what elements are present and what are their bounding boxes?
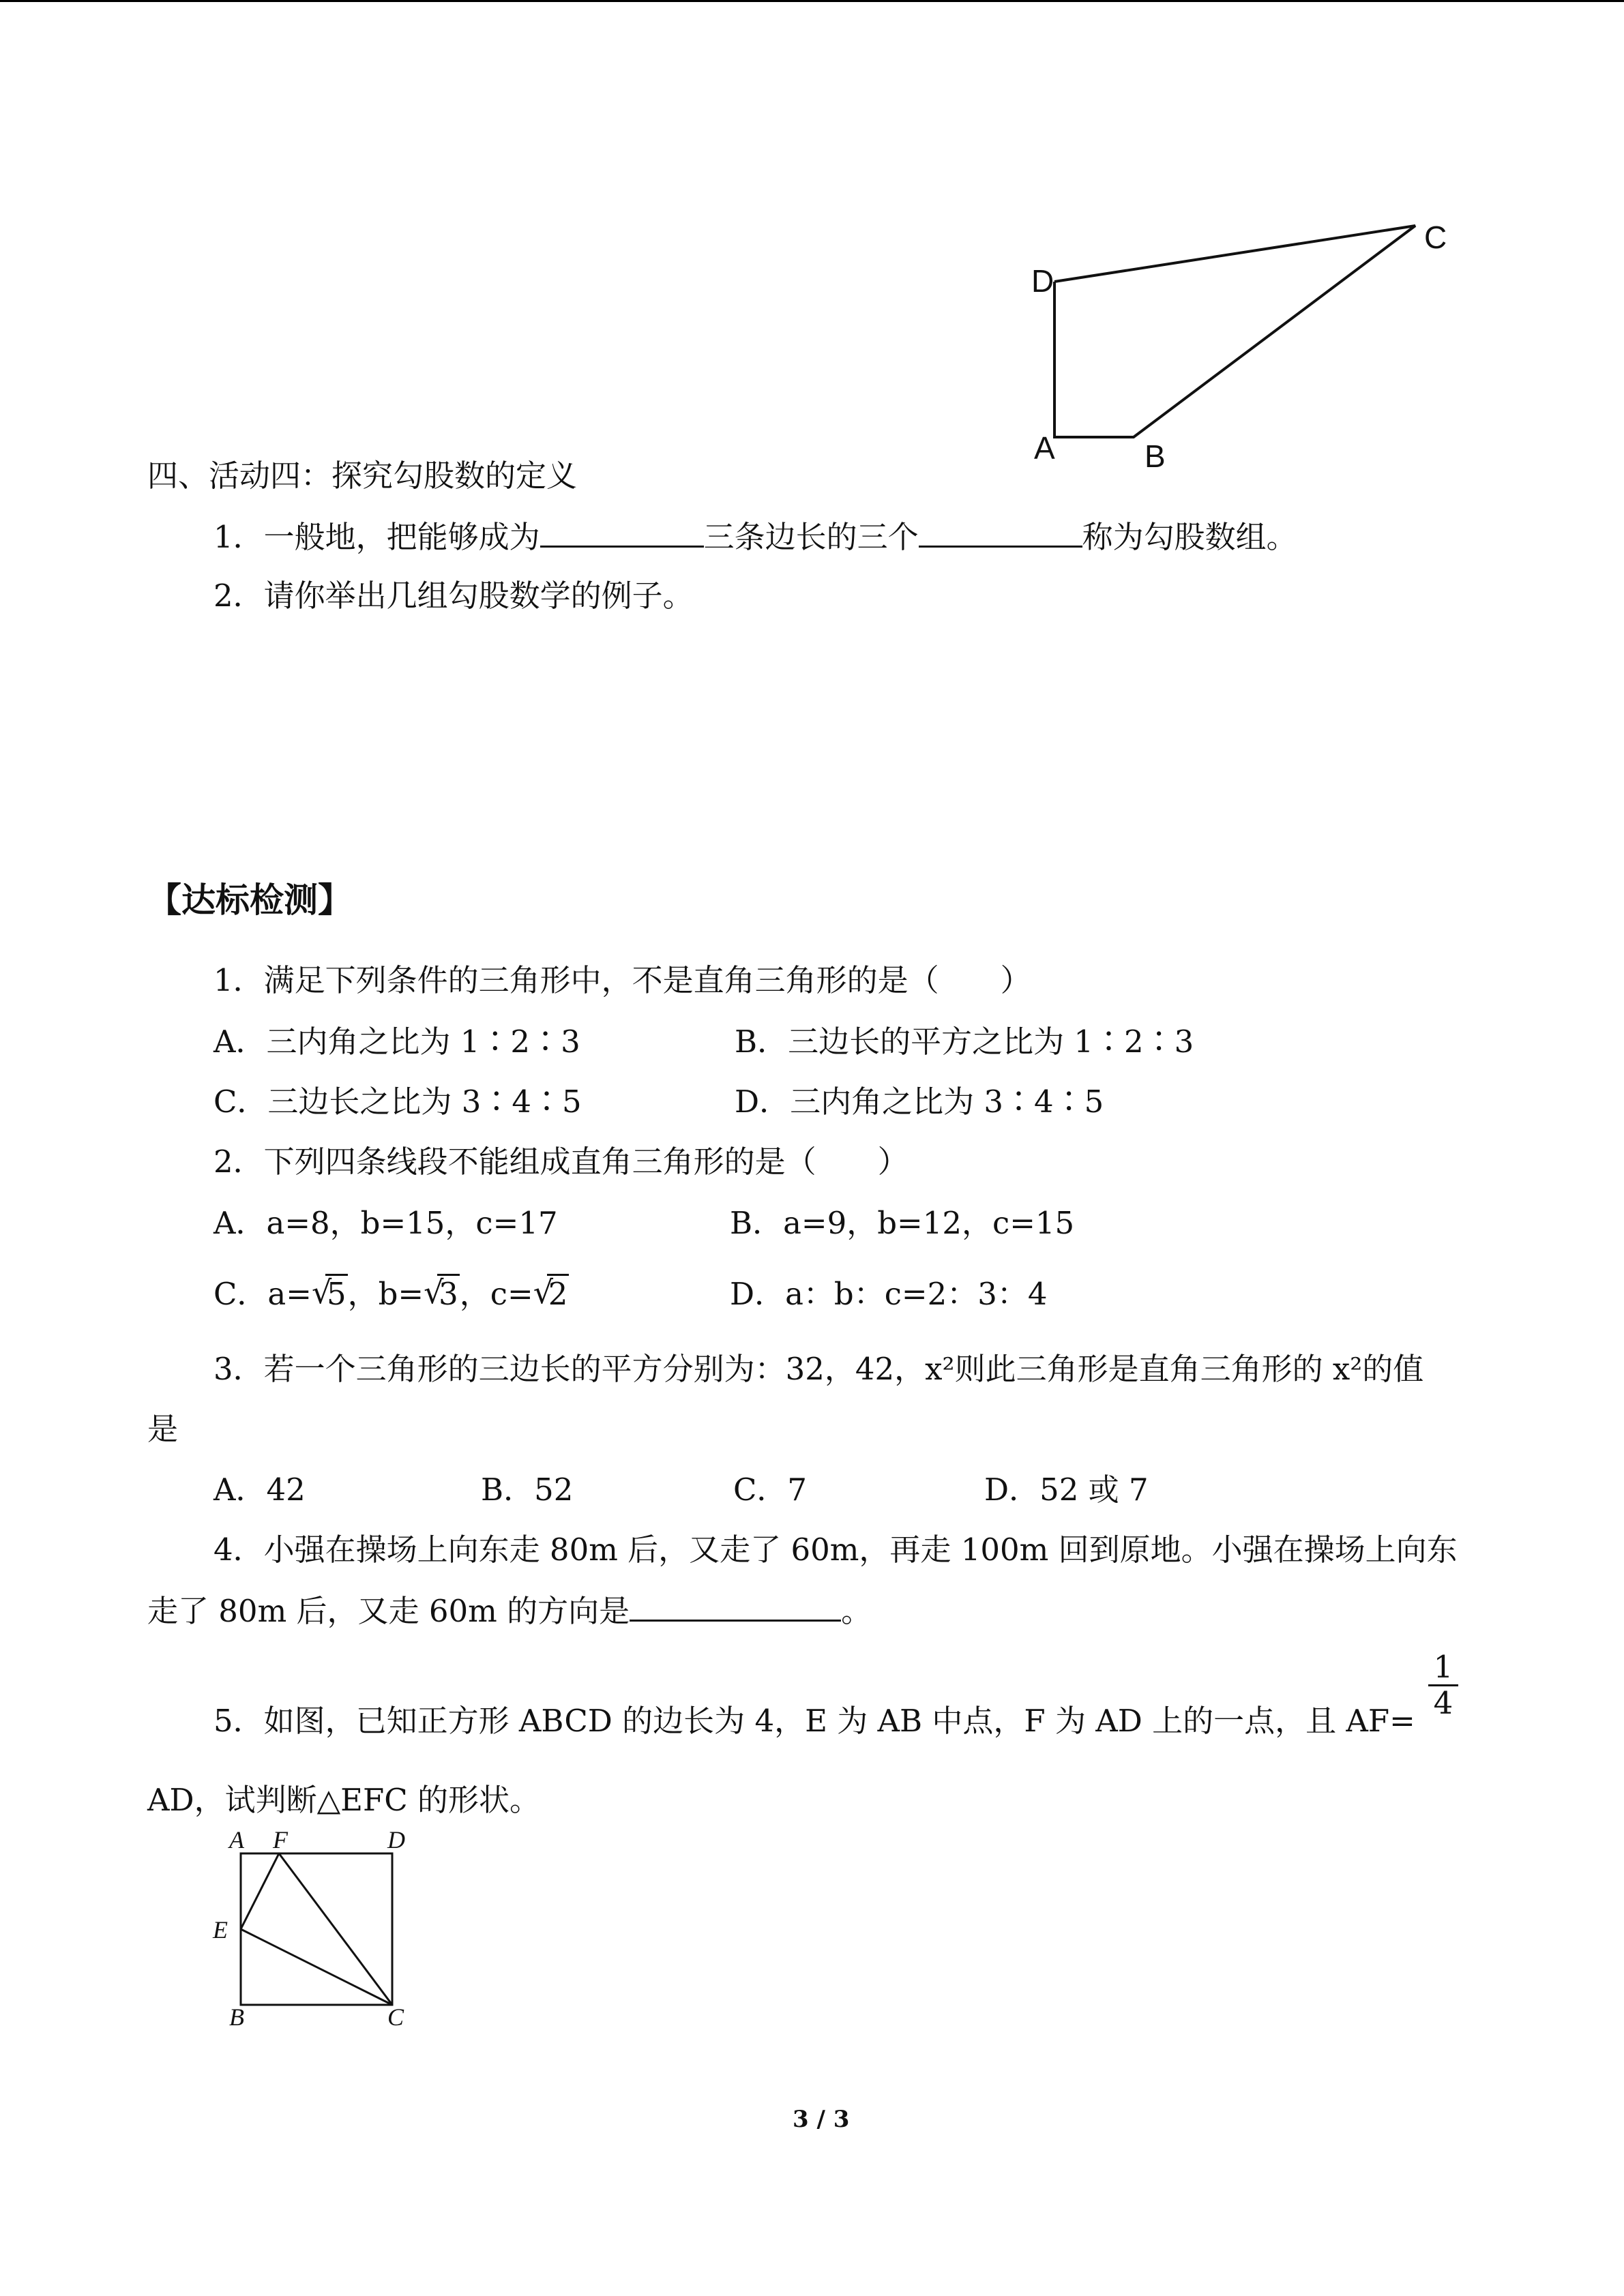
point-label-c: C xyxy=(387,2003,404,2031)
q1-option-d: D．三内角之比为 3∶4∶5 xyxy=(735,1084,1104,1120)
point-label-f: F xyxy=(273,1826,288,1853)
segment-ec xyxy=(241,1929,392,2005)
quadrilateral-figure xyxy=(1009,205,1487,491)
quadrilateral-outline xyxy=(1054,226,1415,437)
q5-line1: 5．如图，已知正方形 ABCD 的边长为 4，E 为 AB 中点，F 为 AD 上的一点，且 AF= xyxy=(213,1703,1415,1739)
vertex-label-d: D xyxy=(1031,263,1054,299)
q1-option-b: B．三边长的平方之比为 1∶2∶3 xyxy=(735,1024,1194,1060)
answer-blank-2[interactable] xyxy=(919,516,1082,548)
q3-option-a: A．42 xyxy=(213,1472,306,1508)
q2-stem: 2．下列四条线段不能组成直角三角形的是（ ） xyxy=(213,1144,909,1180)
q3-option-c: C．7 xyxy=(733,1472,808,1508)
q1-stem: 1．满足下列条件的三角形中，不是直角三角形的是（ ） xyxy=(213,962,1031,998)
vertex-label-a: A xyxy=(1034,430,1055,466)
vertex-label-b: B xyxy=(1145,438,1166,474)
q1-option-a: A．三内角之比为 1∶2∶3 xyxy=(213,1024,580,1060)
segment-fc xyxy=(279,1853,392,2005)
page-top-rule xyxy=(0,0,1624,2)
point-label-e: E xyxy=(213,1916,228,1943)
q5-line2: AD，试判断△EFC 的形状。 xyxy=(147,1782,540,1818)
page-number: 3 / 3 xyxy=(793,2106,850,2133)
q3-option-d: D．52 或 7 xyxy=(984,1472,1149,1508)
check-heading: 【达标检测】 xyxy=(147,880,352,920)
radical-sign: √ xyxy=(424,1274,444,1311)
radical-sign: √ xyxy=(533,1274,553,1311)
q2-option-c xyxy=(213,1274,569,1315)
section4-q1-part1: 1．一般地，把能够成为 xyxy=(213,519,540,555)
fraction-numerator: 1 xyxy=(1428,1650,1458,1686)
q2-option-d: D．a：b：c=2：3：4 xyxy=(730,1276,1048,1312)
radical-sign: √ xyxy=(311,1274,332,1311)
q2-option-a: A．a=8，b=15，c=17 xyxy=(213,1205,558,1241)
fraction-one-quarter xyxy=(1428,1650,1458,1720)
q4-line1: 4．小强在操场上向东走 80m 后，又走了 60m，再走 100m 回到原地。小强在操场上向东 xyxy=(213,1532,1458,1568)
q3-stem-line2: 是 xyxy=(147,1411,179,1447)
q4-line2 xyxy=(147,1590,872,1632)
square-figure xyxy=(205,1821,437,2046)
sqrt-3: √ 3 xyxy=(424,1274,458,1312)
section4-q1-part3: 称为勾股数组。 xyxy=(1082,519,1297,555)
section4-title: 四、活动四：探究勾股数的定义 xyxy=(147,458,578,494)
sqrt-2: √ 2 xyxy=(533,1274,568,1312)
q4-line2-prefix: 走了 80m 后，又走 60m 的方向是 xyxy=(147,1593,630,1629)
square-abcd xyxy=(241,1853,392,2005)
section4-q1 xyxy=(213,516,1297,558)
q2-option-b: B．a=9，b=12，c=15 xyxy=(730,1205,1075,1241)
q2-c-prefix: C．a= xyxy=(213,1276,312,1312)
sqrt-5: √ 5 xyxy=(311,1274,346,1312)
q1-option-c: C．三边长之比为 3∶4∶5 xyxy=(213,1084,582,1120)
answer-blank-direction[interactable] xyxy=(630,1590,841,1622)
point-label-d: D xyxy=(387,1826,405,1853)
q2-c-b-label: ，b= xyxy=(347,1276,424,1312)
q3-option-b: B．52 xyxy=(481,1472,574,1508)
section4-q2: 2．请你举出几组勾股数学的例子。 xyxy=(213,578,694,614)
point-label-a: A xyxy=(229,1826,244,1853)
q4-line2-suffix: 。 xyxy=(841,1593,872,1629)
q2-c-c-label: ，c= xyxy=(459,1276,533,1312)
section4-q1-part2: 三条边长的三个 xyxy=(703,519,919,555)
segment-ef xyxy=(241,1853,279,1929)
answer-blank-1[interactable] xyxy=(540,516,704,548)
vertex-label-c: C xyxy=(1424,220,1447,255)
fraction-denominator: 4 xyxy=(1433,1685,1453,1721)
q3-stem-line1: 3．若一个三角形的三边长的平方分别为：32，42，x²则此三角形是直角三角形的 x²的值 xyxy=(213,1351,1424,1387)
point-label-b: B xyxy=(229,2003,244,2031)
